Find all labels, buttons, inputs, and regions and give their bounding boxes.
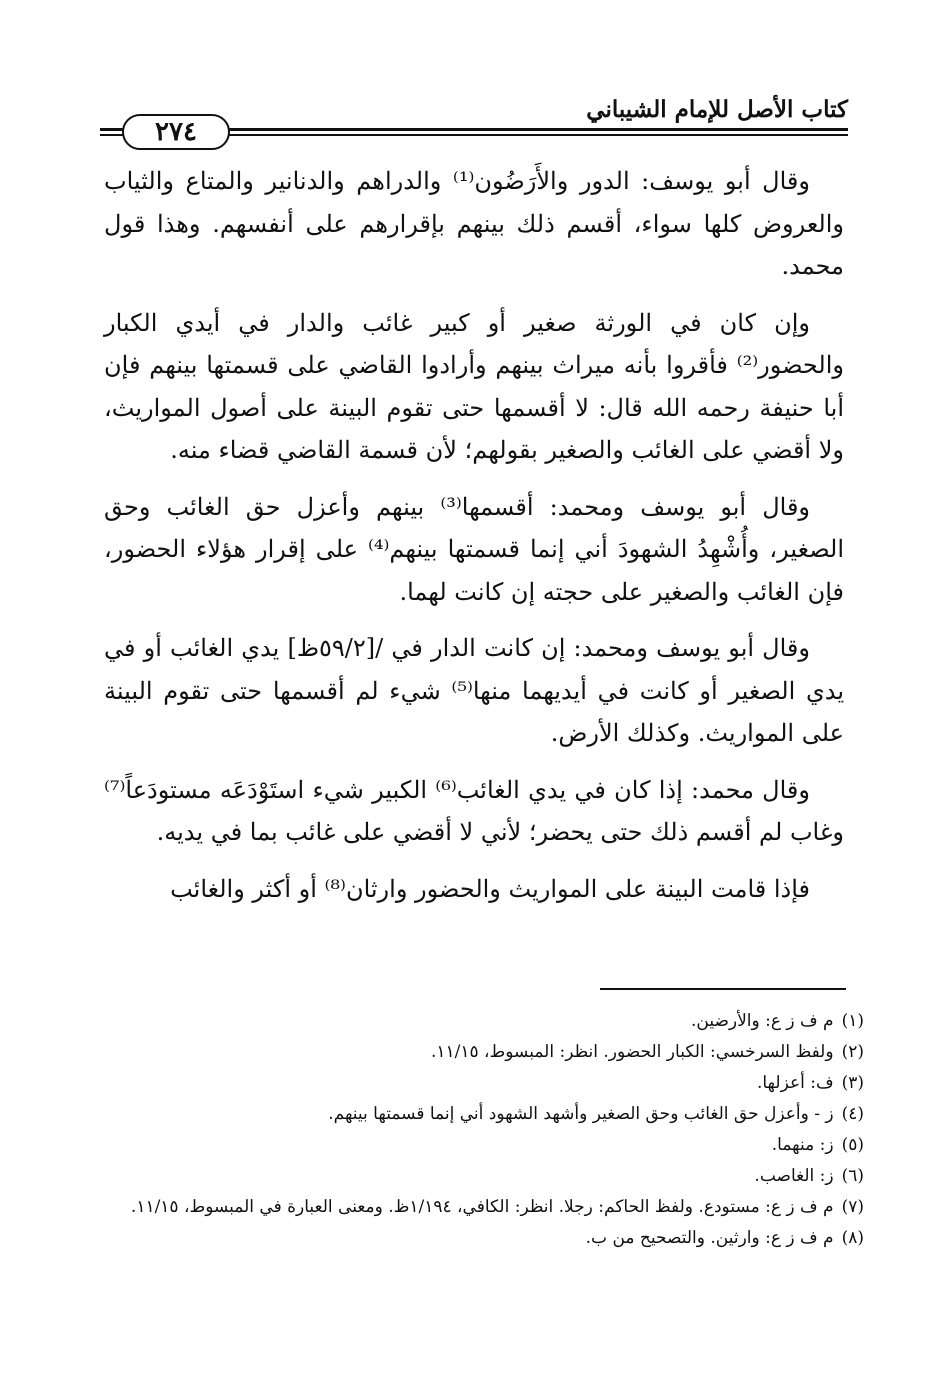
footnote-number: (٨) [841, 1228, 864, 1248]
footnote-separator [600, 988, 846, 990]
footnote-text: ز: منهما. [771, 1135, 834, 1155]
footnote-number: (٦) [841, 1166, 864, 1186]
footnote [104, 1006, 864, 1037]
paragraph: وقال أبو يوسف ومحمد: أقسمها⁽³⁾ بينهم وأعزل حق الغائب وحق الصغير، وأُشْهِدُ الشهودَ أني إنما قسمتها بينهم⁽⁴⁾ على إقرار هؤلاء الحضور، فإن الغائب والصغير على حجته إن كانت لهما. [104, 492, 845, 606]
footnote-number: (٥) [841, 1135, 864, 1155]
footnote [104, 1037, 864, 1068]
footnote [104, 1130, 864, 1161]
footnote-number: (٢) [841, 1042, 864, 1062]
footnote-text: م ف ز ع: مستودع. ولفظ الحاكم: رجلا. انظر: الكافي، ١/١٩٤ظ. ومعنى العبارة في المبسوط، ١١/١٥. [130, 1197, 834, 1217]
footnote [104, 1223, 864, 1254]
book-title: كتاب الأصل للإمام الشيباني [586, 96, 848, 123]
footnote [104, 1161, 864, 1192]
paragraph: وقال أبو يوسف ومحمد: إن كانت الدار في /[٥٩/٢ظ] يدي الغائب أو في يدي الصغير أو كانت في أيديهما منها⁽⁵⁾ شيء لم أقسمها حتى تقوم البينة على المواريث. وكذلك الأرض. [104, 634, 845, 747]
footnote-text: ف: أعزلها. [756, 1073, 834, 1093]
footnote-number: (٣) [841, 1073, 864, 1093]
footnote-number: (١) [841, 1011, 864, 1031]
footnote [104, 1068, 864, 1099]
main-text [104, 160, 844, 924]
footnote-number: (٧) [841, 1197, 864, 1217]
paragraph: وإن كان في الورثة صغير أو كبير غائب والدار في أيدي الكبار والحضور⁽²⁾ فأقروا بأنه ميراث بينهم وأرادوا القاضي على قسمتها بينهم فإن أبا حنيفة رحمه الله قال: لا أقسمها حتى تقوم البينة على أصول المواريث، ولا أقضي على الغائب والصغير بقولهم؛ لأن قسمة القاضي قضاء منه. [104, 308, 844, 464]
footnote-text: ز: الغاصب. [754, 1166, 834, 1186]
footnote [104, 1099, 864, 1130]
footnote-text: م ف ز ع: والأرضين. [690, 1011, 834, 1031]
page-number: ٢٧٤ [122, 114, 230, 150]
paragraph: فإذا قامت البينة على المواريث والحضور وارثان⁽⁸⁾ أو أكثر والغائب [170, 874, 810, 903]
paragraph: وقال محمد: إذا كان في يدي الغائب⁽⁶⁾ الكبير شيء استَوْدَعَه مستودَعاً⁽⁷⁾ وغاب لم أقسم ذلك حتى يحضر؛ لأني لا أقضي على غائب بما في يديه. [104, 775, 844, 846]
footnote-text: ز - وأعزل حق الغائب وحق الصغير وأشهد الشهود أني إنما قسمتها بينهم. [328, 1104, 834, 1124]
footnote-text: م ف ز ع: وارثين. والتصحيح من ب. [585, 1228, 834, 1248]
footnote-text: ولفظ السرخسي: الكبار الحضور. انظر: المبسوط، ١١/١٥. [430, 1042, 834, 1062]
footnote [104, 1192, 864, 1223]
footnote-number: (٤) [841, 1104, 864, 1124]
paragraph: وقال أبو يوسف: الدور والأَرَضُون⁽¹⁾ والدراهم والدنانير والمتاع والثياب والعروض كلها سواء، أقسم ذلك بينهم بإقرارهم على أنفسهم. وهذا قول محمد. [104, 167, 844, 280]
footnotes [104, 1006, 864, 1254]
page-header [100, 88, 848, 148]
